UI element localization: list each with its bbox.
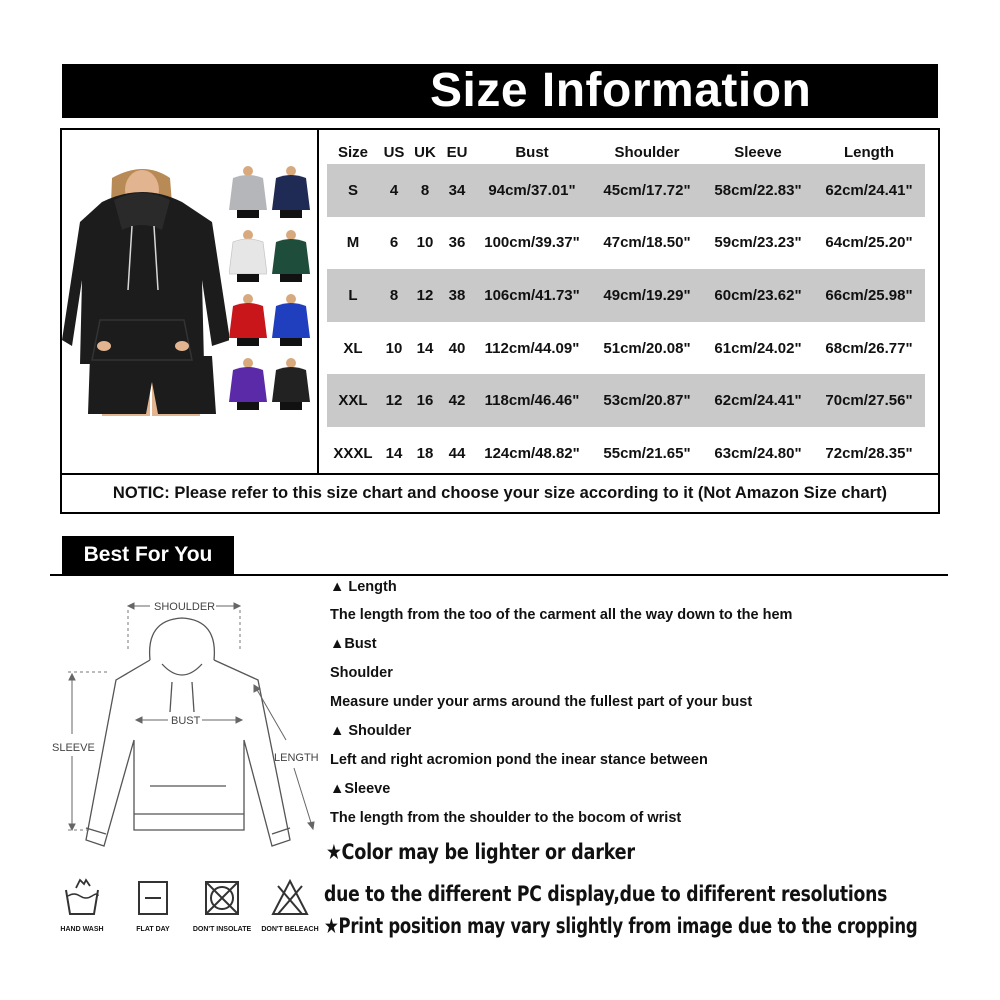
table-cell: 45cm/17.72" (591, 164, 703, 217)
table-cell: 100cm/39.37" (484, 234, 580, 252)
table-row (327, 269, 925, 322)
no-tumble-icon (202, 878, 242, 918)
col-header-shoulder: Shoulder (614, 143, 680, 161)
table-cell: 8 (379, 269, 409, 322)
care-label: HAND WASH (60, 926, 104, 933)
bust-label: BUST (171, 715, 201, 727)
table-cell: XXXL (333, 444, 373, 462)
size-table (327, 140, 925, 480)
col-header-uk: UK (414, 143, 436, 161)
table-cell: 12 (409, 269, 441, 322)
table-cell: XL (343, 339, 363, 357)
table-cell: 64cm/25.20" (825, 234, 913, 252)
table-row (327, 217, 925, 270)
length-description: The length from the too of the carment all the way down to the hem (330, 607, 793, 623)
table-cell: 42 (441, 374, 473, 427)
model-photo (62, 160, 232, 420)
care-hand-wash (52, 878, 112, 940)
col-header-sleeve: Sleeve (734, 143, 782, 161)
table-cell: XXL (327, 374, 379, 427)
table-cell: 49cm/19.29" (591, 269, 703, 322)
best-for-you-tab: Best For You (62, 536, 234, 574)
table-cell: 60cm/23.62" (703, 269, 813, 322)
table-cell: 44 (448, 444, 466, 462)
col-header-eu: EU (446, 143, 468, 161)
table-cell: 14 (385, 444, 403, 462)
care-dont-insolate (192, 878, 252, 940)
sleeve-label: SLEEVE (52, 742, 95, 754)
table-cell: 34 (441, 164, 473, 217)
table-cell: 36 (448, 234, 466, 252)
table-cell: 66cm/25.98" (813, 269, 925, 322)
table-cell: 16 (409, 374, 441, 427)
shoulder-label: SHOULDER (154, 601, 216, 613)
color-swatch-navy (272, 164, 310, 218)
color-swatch-blue (272, 292, 310, 346)
table-cell: 61cm/24.02" (714, 339, 802, 357)
table-cell: 55cm/21.65" (603, 444, 691, 462)
bust-title: ▲Bust (330, 636, 377, 652)
measurement-diagram (50, 590, 320, 852)
length-label: LENGTH (274, 752, 319, 764)
table-row (327, 164, 925, 217)
table-cell: 68cm/26.77" (825, 339, 913, 357)
print-note: ★Print position may vary slightly from image due to the cropping (324, 914, 918, 938)
bust-description: Measure under your arms around the fullest part of your bust (330, 694, 753, 710)
sleeve-title: ▲Sleeve (330, 781, 391, 797)
hand-wash-icon (62, 878, 102, 918)
col-header-size: Size (337, 143, 368, 161)
col-header-bust: Bust (515, 143, 549, 161)
column-divider (317, 130, 319, 473)
shoulder-title: ▲ Shoulder (330, 723, 412, 739)
table-cell: 53cm/20.87" (591, 374, 703, 427)
table-cell: M (346, 234, 360, 252)
color-swatch-purple (229, 356, 267, 410)
table-cell: 72cm/28.35" (825, 444, 913, 462)
care-label: DON'T INSOLATE (192, 926, 252, 933)
color-swatch-green (272, 228, 310, 282)
table-cell: 94cm/37.01" (473, 164, 591, 217)
table-cell: 40 (448, 339, 466, 357)
no-bleach-icon (270, 878, 310, 918)
section-divider (50, 574, 948, 576)
table-cell: 12 (379, 374, 409, 427)
color-swatch-red (229, 292, 267, 346)
col-header-us: US (383, 143, 405, 161)
table-cell: 112cm/44.09" (484, 339, 580, 357)
table-row (327, 322, 925, 375)
table-cell: 51cm/20.08" (603, 339, 691, 357)
table-cell: 6 (389, 234, 399, 252)
table-cell: 59cm/23.23" (714, 234, 802, 252)
table-cell: 58cm/22.83" (703, 164, 813, 217)
table-cell: 118cm/46.46" (473, 374, 591, 427)
care-label: DON'T BELEACH (261, 926, 319, 933)
display-note: due to the different PC display,due to dififerent resolutions (324, 882, 888, 906)
table-cell: 63cm/24.80" (714, 444, 802, 462)
size-notice: NOTIC: Please refer to this size chart and choose your size according to it (Not Amazon Size chart) (112, 484, 888, 502)
table-cell: 70cm/27.56" (813, 374, 925, 427)
care-dont-bleach (260, 878, 320, 940)
table-cell: 106cm/41.73" (473, 269, 591, 322)
care-flat-dry (123, 878, 183, 940)
table-cell: 10 (416, 234, 434, 252)
shoulder-description: Left and right acromion pond the inear stance between (330, 752, 708, 768)
table-cell: 4 (379, 164, 409, 217)
table-header-row (327, 140, 925, 164)
table-cell: 18 (416, 444, 434, 462)
flat-dry-icon (133, 878, 173, 918)
page-title: Size Information (430, 64, 812, 117)
length-title: ▲ Length (330, 579, 397, 595)
table-cell: 10 (385, 339, 403, 357)
table-cell: 62cm/24.41" (813, 164, 925, 217)
table-row (327, 374, 925, 427)
color-swatch-white (229, 228, 267, 282)
table-cell: 47cm/18.50" (603, 234, 691, 252)
table-cell: 38 (441, 269, 473, 322)
table-cell: 62cm/24.41" (703, 374, 813, 427)
table-cell: L (327, 269, 379, 322)
bust-subtitle: Shoulder (330, 665, 393, 681)
table-cell: 14 (416, 339, 434, 357)
care-label: FLAT DAY (136, 926, 170, 933)
color-swatch-grey (229, 164, 267, 218)
table-cell: 8 (409, 164, 441, 217)
table-row (327, 427, 925, 480)
table-cell: S (327, 164, 379, 217)
sleeve-description: The length from the shoulder to the bocom of wrist (330, 810, 682, 826)
table-cell: 124cm/48.82" (484, 444, 580, 462)
col-header-length: Length (844, 143, 894, 161)
color-note: ★Color may be lighter or darker (326, 840, 635, 864)
color-swatch-black (272, 356, 310, 410)
